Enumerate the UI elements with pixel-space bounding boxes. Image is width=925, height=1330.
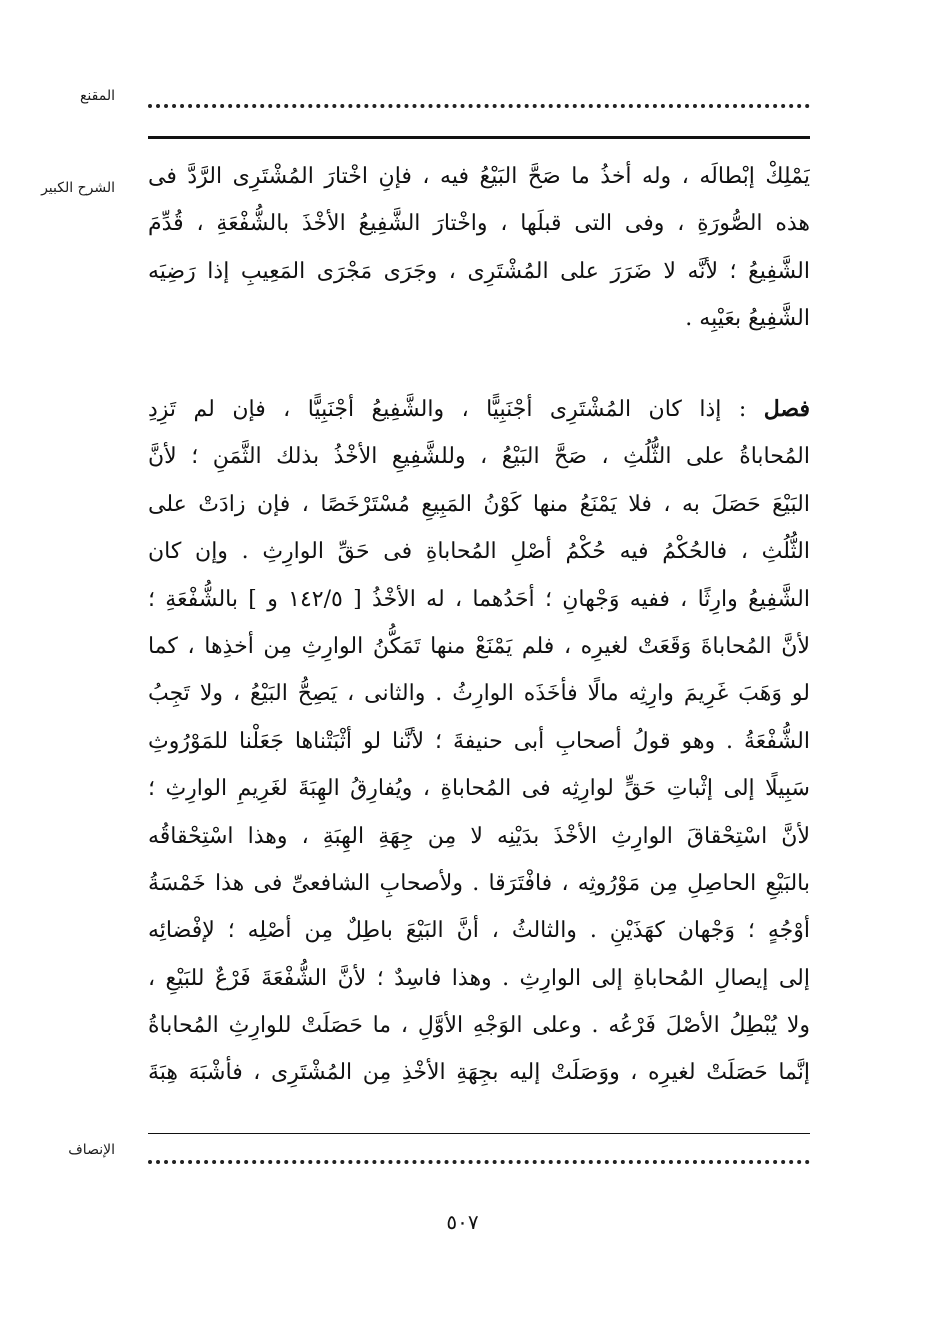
text-line: الشَّفِيعُ وارِثًا ، ففيه وَجْهانِ ؛ أحَدُهما ، له الأخْذُ [ ١٤٢/٥ و ] بالشُّفْعَةِ ؛ xyxy=(148,586,810,612)
text-line: لأنَّ المُحاباةَ وَقَعَتْ لغيرِه ، فلم يَمْنَعْ منها تَمَكُّنُ الوارِثِ مِن أخذِها ، كما xyxy=(148,633,810,659)
text-line: لأنَّ اسْتِحْقاقَ الوارِثِ الأخْذَ بدَيْنِه لا مِن جِهَةِ الهِبَةِ ، وهذا اسْتِحْقاقُه xyxy=(148,823,810,849)
paragraph-1 xyxy=(148,153,810,343)
text-line: إنَّما حَصَلَتْ لغيرِه ، ووَصَلَتْ إليه بجِهَةِ الأخْذِ مِن المُشْتَرِى ، فأشْبَهَ هِبَةَ xyxy=(148,1060,810,1086)
text-line xyxy=(148,386,810,433)
text-line: هذه الصُّورَةِ ، وفى التى قبلَها ، واخْتارَ الشَّفِيعُ الأخْذَ بالشُّفْعَةِ ، قُدِّمَ xyxy=(148,211,810,237)
text-line: الشُّفْعَةُ . وهو قولُ أصحابِ أبى حنيفةَ ؛ لأنَّنا لو أثْبَتْناها جَعَلْنا للمَوْرُوثِ xyxy=(148,728,810,754)
text-line: إلى إيصالِ المُحاباةِ إلى الوارِثِ . وهذا فاسِدٌ ؛ لأنَّ الشُّفْعَةَ فَرْعٌ للبَيْعِ ، xyxy=(148,965,810,991)
text-line: الشَّفِيعُ بعَيْبِه . xyxy=(685,306,810,332)
commentary-label: الشرح الكبير xyxy=(41,180,115,196)
text-line: سَبِيلًا إلى إثْباتِ حَقٍّ لوارِثِه فى المُحاباةِ ، ويُفارِقُ الهِبَةَ لغَرِيمِ الوارِثِ ؛ xyxy=(148,776,810,802)
text-line: بالبَيْعِ الحاصِلِ مِن مَوْرُوثِه ، فافْتَرَقا . ولأصحابِ الشافعىِّ فى هذا خَمْسَةُ xyxy=(148,870,810,896)
header-rule xyxy=(148,136,810,139)
text-line: ولا يُبْطِلُ الأصْلَ فَرْعُه . وعلى الوَجْهِ الأوَّلِ ، ما حَصَلَتْ للوارِثِ المُحاباةُ xyxy=(148,1013,810,1039)
text-line: يَمْلِكْ إبْطالَه ، وله أخذُ ما صَحَّ البَيْعُ فيه ، فإنِ اخْتارَ المُشْتَرِى الرَّدَّ فى xyxy=(148,164,810,189)
section-heading: فصل xyxy=(763,396,810,422)
text-line: أوْجُهٍ ؛ وَجْهان كهَذَيْنِ . والثالثُ ، أنَّ البَيْعَ باطِلٌ مِن أصْلِه ؛ لإفْضائِه xyxy=(148,918,810,944)
footer-rule xyxy=(148,1133,810,1134)
text-line: لو وَهَبَ غَرِيمَ وارِثِه مالًا فأخَذَه الوارِثُ . والثانى ، يَصِحُّ البَيْعُ ، ولا تَجِبُ xyxy=(148,681,810,707)
text-fragment: : إذا كان المُشْتَرِى أجْنَبِيًّا ، والشَّفِيعُ أجْنَبِيًّا ، فإن لم تَزِدِ xyxy=(148,397,764,422)
footer-label: الإنصاف xyxy=(68,1142,115,1158)
text-line: البَيْعَ حَصَلَ به ، فلا يَمْنَعُ منها كَوْنُ المَبِيعِ مُسْتَرْخَصًا ، فإن زادَتْ على xyxy=(148,491,810,517)
text-line: الشَّفِيعُ ؛ لأنَّه لا ضَرَرَ على المُشْتَرِى ، وجَرَى مَجْرَى المَعِيبِ إذا رَضِيَه xyxy=(148,258,810,284)
footer-dotted-line xyxy=(148,1160,810,1164)
paragraph-2 xyxy=(148,386,810,1097)
text-line: المُحاباةُ على الثُّلُثِ ، صَحَّ البَيْعُ ، وللشَّفِيعِ الأخْذُ بذلك الثَّمَنِ ؛ لأنَّ xyxy=(148,444,810,470)
header-dotted-line xyxy=(148,104,810,108)
text-line: الثُّلُثِ ، فالحُكْمُ فيه حُكْمُ أصْلِ المُحاباةِ فى حَقِّ الوارِثِ . وإن كان xyxy=(148,539,810,565)
header-label: المقنع xyxy=(79,88,115,104)
page-number: ٥٠٧ xyxy=(446,1210,479,1234)
